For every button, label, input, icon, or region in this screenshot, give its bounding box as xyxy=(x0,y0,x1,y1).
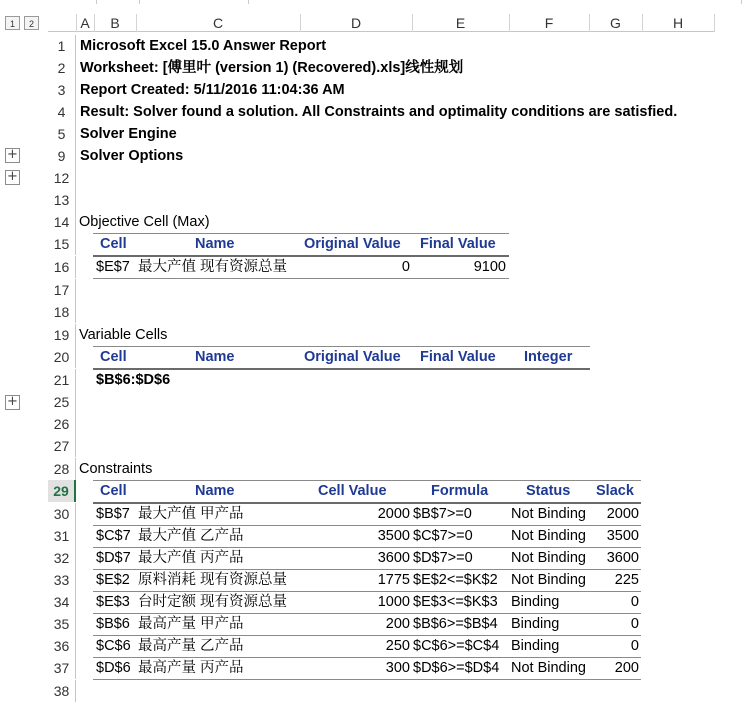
objective-section-label: Objective Cell (Max) xyxy=(79,214,210,230)
row-header[interactable]: 21 xyxy=(48,369,76,391)
row-header[interactable]: 19 xyxy=(48,324,76,346)
constraints-header-name: Name xyxy=(195,483,235,499)
constraints-header-cell: Cell xyxy=(100,483,127,499)
objective-header-name: Name xyxy=(195,236,235,252)
row-header[interactable]: 18 xyxy=(48,301,76,323)
constraint-slack: 0 xyxy=(630,616,639,632)
solver-options-label: Solver Options xyxy=(80,148,184,164)
row-header[interactable]: 38 xyxy=(48,680,76,702)
variable-header-integer: Integer xyxy=(524,349,573,365)
constraint-status: Not Binding xyxy=(511,528,586,544)
objective-bottom-rule xyxy=(93,278,509,279)
outline-level-1-button[interactable]: 1 xyxy=(5,16,20,30)
constraint-value: 200 xyxy=(385,616,410,632)
objective-row-name: 最大产值 现有资源总量 xyxy=(138,259,288,275)
constraint-name: 台时定额 现有资源总量 xyxy=(138,594,288,610)
column-header-f[interactable]: F xyxy=(509,14,589,32)
variable-header-final: Final Value xyxy=(420,349,496,365)
row-header[interactable]: 2 xyxy=(48,57,76,79)
constraint-name: 最大产值 丙产品 xyxy=(138,550,244,566)
constraints-header-status: Status xyxy=(526,483,571,499)
row-header[interactable]: 32 xyxy=(48,547,76,569)
constraint-slack: 0 xyxy=(630,638,639,654)
column-header-c[interactable]: C xyxy=(136,14,300,32)
constraint-value: 2000 xyxy=(377,506,410,522)
constraint-slack: 225 xyxy=(614,572,639,588)
constraint-slack: 0 xyxy=(630,594,639,610)
row-header[interactable]: 30 xyxy=(48,503,76,525)
constraint-cell: $C$6 xyxy=(96,638,131,654)
constraint-cell: $D$6 xyxy=(96,660,131,676)
constraint-row-rule xyxy=(93,679,641,680)
constraints-section-label: Constraints xyxy=(79,461,153,477)
objective-row-original: 0 xyxy=(401,259,410,275)
constraint-slack: 2000 xyxy=(606,506,639,522)
column-divider xyxy=(714,14,715,32)
column-header-a[interactable]: A xyxy=(76,14,94,32)
constraint-status: Not Binding xyxy=(511,660,586,676)
row-header[interactable]: 5 xyxy=(48,123,76,145)
column-divider xyxy=(589,14,590,32)
objective-header-final: Final Value xyxy=(420,236,496,252)
constraint-slack: 3600 xyxy=(606,550,639,566)
sheet-tab-edge xyxy=(96,0,140,4)
sheet-tab-edge xyxy=(248,0,742,4)
variable-header-name: Name xyxy=(195,349,235,365)
column-header-h[interactable]: H xyxy=(642,14,714,32)
column-divider xyxy=(136,14,137,32)
row-header[interactable]: 33 xyxy=(48,569,76,591)
report-worksheet: Worksheet: [傅里叶 (version 1) (Recovered).xls]线性规划 xyxy=(80,60,464,76)
row-header[interactable]: 31 xyxy=(48,525,76,547)
constraint-slack: 3500 xyxy=(606,528,639,544)
row-header[interactable]: 13 xyxy=(48,189,76,211)
constraint-status: Not Binding xyxy=(511,506,586,522)
report-created: Report Created: 5/11/2016 11:04:36 AM xyxy=(80,82,345,98)
constraint-value: 3600 xyxy=(377,550,410,566)
expand-group-button[interactable]: + xyxy=(5,148,20,163)
constraint-formula: $E$2<=$K$2 xyxy=(413,572,498,588)
column-divider xyxy=(76,14,77,32)
constraint-cell: $B$6 xyxy=(96,616,130,632)
row-header[interactable]: 15 xyxy=(48,233,76,255)
constraint-name: 最大产值 乙产品 xyxy=(138,528,244,544)
constraint-formula: $B$7>=0 xyxy=(413,506,472,522)
variable-header-original: Original Value xyxy=(304,349,401,365)
constraint-status: Binding xyxy=(511,594,560,610)
variable-section-label: Variable Cells xyxy=(79,327,168,343)
objective-header-cell: Cell xyxy=(100,236,127,252)
constraint-status: Not Binding xyxy=(511,572,586,588)
row-header[interactable]: 12 xyxy=(48,167,76,189)
row-header[interactable]: 25 xyxy=(48,391,76,413)
constraint-cell: $D$7 xyxy=(96,550,131,566)
report-title: Microsoft Excel 15.0 Answer Report xyxy=(80,38,327,54)
row-header-selected[interactable]: 29 xyxy=(48,480,76,502)
constraint-value: 1000 xyxy=(377,594,410,610)
corner-select-all[interactable] xyxy=(48,14,76,32)
column-header-b[interactable]: B xyxy=(94,14,136,32)
row-header[interactable]: 34 xyxy=(48,591,76,613)
column-header-d[interactable]: D xyxy=(300,14,412,32)
column-divider xyxy=(509,14,510,32)
row-header[interactable]: 26 xyxy=(48,413,76,435)
constraint-slack: 200 xyxy=(614,660,639,676)
constraint-status: Binding xyxy=(511,616,560,632)
row-header[interactable]: 16 xyxy=(48,256,76,278)
constraint-status: Not Binding xyxy=(511,550,586,566)
constraint-formula: $D$7>=0 xyxy=(413,550,473,566)
outline-level-2-button[interactable]: 2 xyxy=(24,16,39,30)
row-header[interactable]: 20 xyxy=(48,346,76,368)
constraint-formula: $E$3<=$K$3 xyxy=(413,594,498,610)
constraint-value: 1775 xyxy=(377,572,410,588)
constraint-status: Binding xyxy=(511,638,560,654)
constraint-cell: $C$7 xyxy=(96,528,131,544)
expand-group-button[interactable]: + xyxy=(5,395,20,410)
row-header[interactable]: 14 xyxy=(48,211,76,233)
row-header[interactable]: 3 xyxy=(48,79,76,101)
variable-group-label: $B$6:$D$6 xyxy=(96,372,171,388)
constraint-name: 最高产量 甲产品 xyxy=(138,616,244,632)
column-header-e[interactable]: E xyxy=(412,14,509,32)
column-divider xyxy=(412,14,413,32)
column-divider xyxy=(94,14,95,32)
row-header[interactable]: 28 xyxy=(48,458,76,480)
objective-row-cell: $E$7 xyxy=(96,259,130,275)
column-divider xyxy=(300,14,301,32)
constraint-value: 300 xyxy=(385,660,410,676)
report-result: Result: Solver found a solution. All Constraints and optimality conditions are satisfied. xyxy=(80,104,678,120)
row-header[interactable]: 27 xyxy=(48,435,76,457)
column-divider xyxy=(642,14,643,32)
column-header-g[interactable]: G xyxy=(589,14,642,32)
row-header[interactable]: 35 xyxy=(48,613,76,635)
constraint-cell: $B$7 xyxy=(96,506,130,522)
row-header[interactable]: 4 xyxy=(48,101,76,123)
constraint-name: 最大产值 甲产品 xyxy=(138,506,244,522)
constraint-formula: $B$6>=$B$4 xyxy=(413,616,498,632)
constraint-cell: $E$3 xyxy=(96,594,130,610)
row-header[interactable]: 1 xyxy=(48,35,76,57)
constraint-value: 250 xyxy=(385,638,410,654)
row-header[interactable]: 37 xyxy=(48,657,76,679)
constraint-formula: $C$6>=$C$4 xyxy=(413,638,500,654)
constraint-name: 最高产量 丙产品 xyxy=(138,660,244,676)
outline-gutter xyxy=(0,0,48,701)
constraint-name: 原料消耗 现有资源总量 xyxy=(138,572,288,588)
constraint-formula: $C$7>=0 xyxy=(413,528,473,544)
row-header[interactable]: 9 xyxy=(48,145,76,167)
objective-header-original: Original Value xyxy=(304,236,401,252)
row-header[interactable]: 17 xyxy=(48,279,76,301)
constraint-formula: $D$6>=$D$4 xyxy=(413,660,500,676)
constraints-header-value: Cell Value xyxy=(318,483,387,499)
objective-row-final: 9100 xyxy=(473,259,506,275)
solver-engine-label: Solver Engine xyxy=(80,126,177,142)
constraint-value: 3500 xyxy=(377,528,410,544)
row-header[interactable]: 36 xyxy=(48,635,76,657)
constraint-cell: $E$2 xyxy=(96,572,130,588)
variable-header-cell: Cell xyxy=(100,349,127,365)
constraints-header-formula: Formula xyxy=(431,483,489,499)
constraints-header-slack: Slack xyxy=(596,483,634,499)
expand-group-button[interactable]: + xyxy=(5,170,20,185)
constraint-name: 最高产量 乙产品 xyxy=(138,638,244,654)
